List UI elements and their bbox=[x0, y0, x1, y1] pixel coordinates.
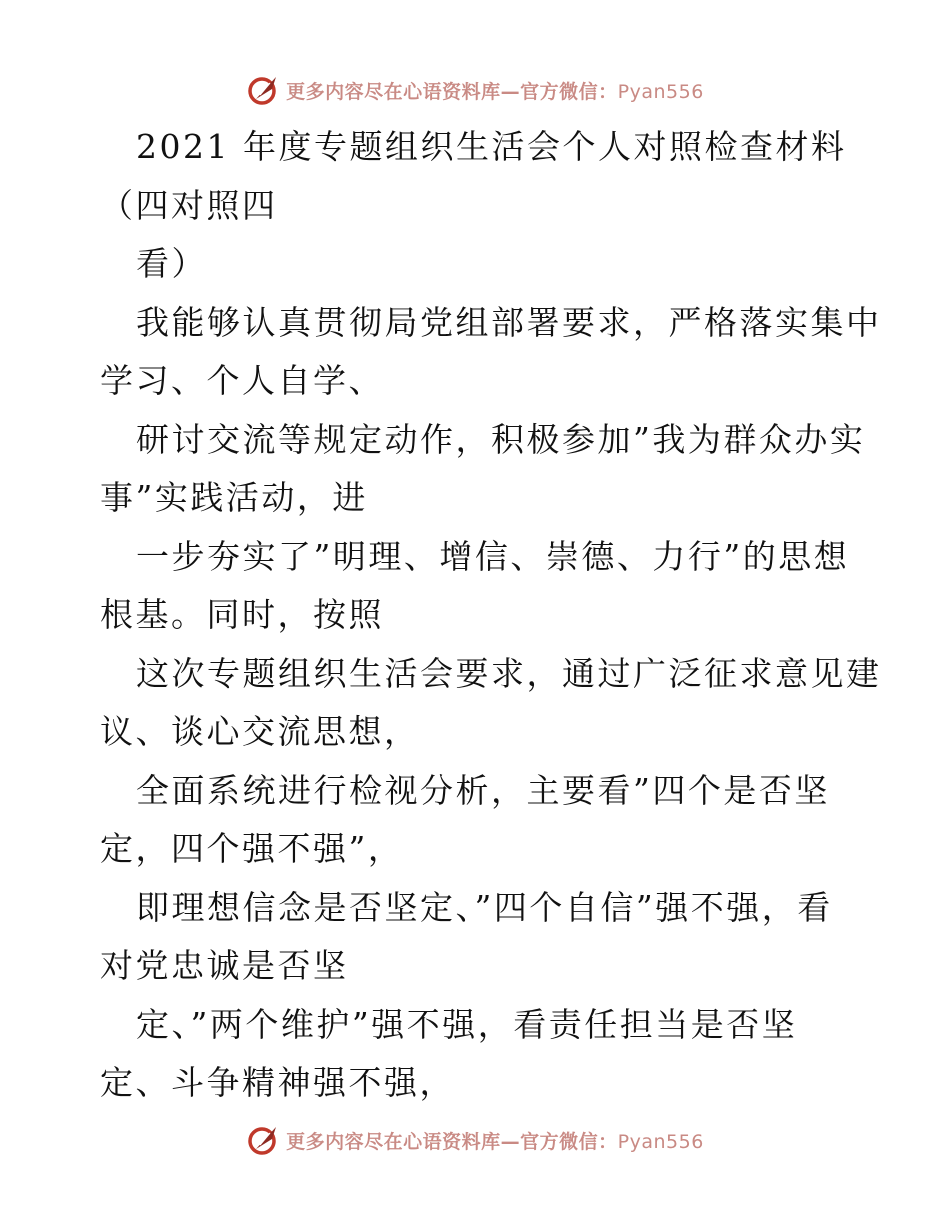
text-line: 研讨交流等规定动作，积极参加”我为群众办实 bbox=[136, 419, 866, 459]
watermark-header bbox=[0, 70, 950, 110]
text-line: 事”实践活动，进 bbox=[100, 478, 368, 517]
watermark-text: 更多内容尽在心语资料库—官方微信： bbox=[286, 1130, 618, 1153]
text-line: 全面系统进行检视分析，主要看”四个是否坚 bbox=[136, 770, 830, 810]
text-line: 一步夯实了”明理、增信、崇德、力行”的思想 bbox=[136, 536, 850, 576]
text-line: （四对照四 bbox=[100, 185, 278, 225]
text-line: 学习、个人自学、 bbox=[100, 361, 384, 400]
quill-logo-icon bbox=[246, 73, 280, 107]
text-line: 看） bbox=[136, 244, 207, 283]
watermark-text: 更多内容尽在心语资料库—官方微信： bbox=[286, 80, 618, 103]
text-line: 根基。同时，按照 bbox=[100, 595, 384, 634]
text-line: 这次专题组织生活会要求，通过广泛征求意见建 bbox=[136, 653, 882, 693]
watermark-wechat-id: Pyan556 bbox=[617, 80, 704, 103]
watermark-footer bbox=[0, 1120, 950, 1160]
text-line: 即理想信念是否坚定、”四个自信”强不强，看 bbox=[136, 887, 833, 927]
text-line: 对党忠诚是否坚 bbox=[100, 946, 349, 985]
text-line: 定，四个强不强”， bbox=[100, 829, 404, 868]
watermark-label bbox=[286, 1127, 704, 1154]
watermark-label bbox=[286, 77, 704, 104]
document-body bbox=[100, 118, 882, 1113]
watermark-wechat-id: Pyan556 bbox=[617, 1130, 704, 1153]
text-line: 2021 年度专题组织生活会个人对照检查材料 bbox=[136, 127, 847, 166]
text-line: 定、斗争精神强不强， bbox=[100, 1063, 455, 1102]
text-line: 定、”两个维护”强不强，看责任担当是否坚 bbox=[136, 1004, 798, 1044]
text-line: 议、谈心交流思想， bbox=[100, 712, 420, 751]
text-line: 我能够认真贯彻局党组部署要求，严格落实集中 bbox=[136, 302, 882, 342]
quill-logo-icon bbox=[246, 1123, 280, 1157]
